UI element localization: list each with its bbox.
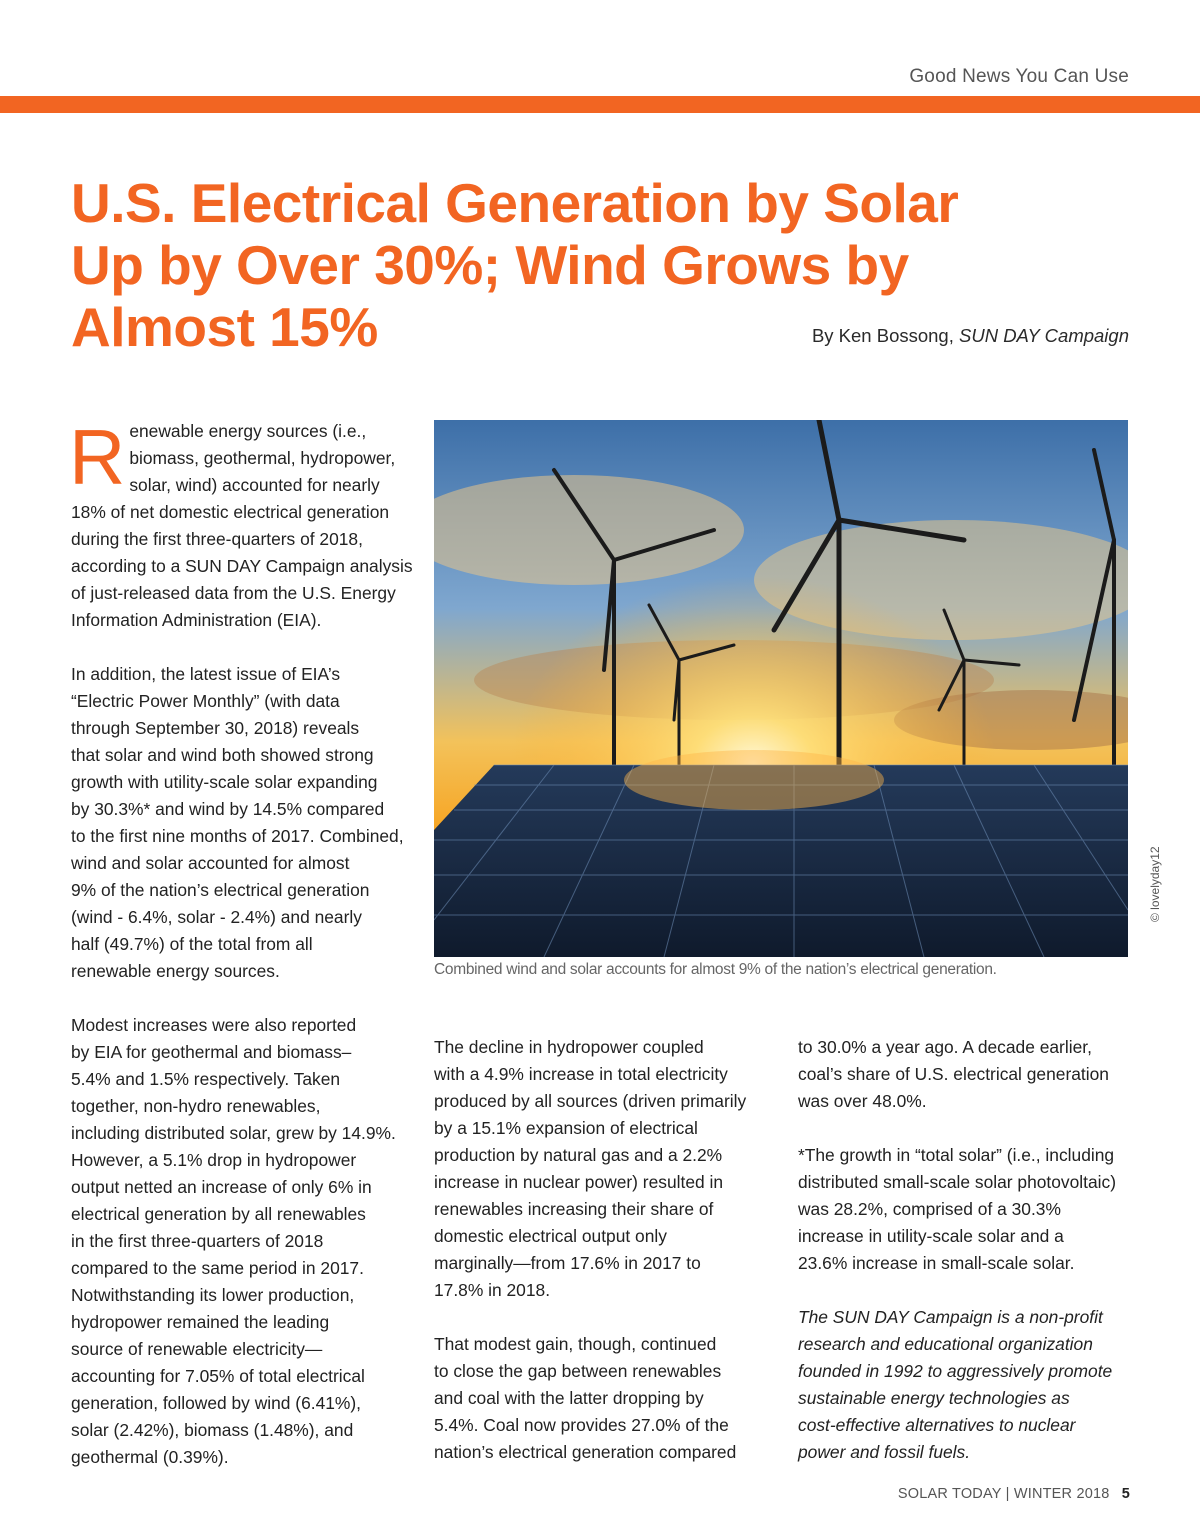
text-line: with a 4.9% increase in total electricity <box>434 1064 728 1084</box>
text-line: 9% of the nation’s electrical generation <box>71 880 370 900</box>
text-line: during the first three-quarters of 2018, <box>71 529 363 549</box>
headline-line-1: U.S. Electrical Generation by Solar <box>71 172 959 234</box>
paragraph-lines <box>434 1331 774 1466</box>
text-line: compared to the same period in 2017. <box>71 1258 364 1278</box>
paragraph-footnote <box>798 1142 1138 1277</box>
text-line: Modest increases were also reported <box>71 1015 357 1035</box>
text-line: and coal with the latter dropping by <box>434 1388 704 1408</box>
byline-org: SUN DAY Campaign <box>959 325 1129 346</box>
text-line: according to a SUN DAY Campaign analysis <box>71 556 413 576</box>
text-line: produced by all sources (driven primarily <box>434 1091 747 1111</box>
text-line: 5.4% and 1.5% respectively. Taken <box>71 1069 341 1089</box>
text-line: nation’s electrical generation compared <box>434 1442 737 1462</box>
text-line: renewables increasing their share of <box>434 1199 714 1219</box>
photo-wind-and-solar <box>434 420 1128 957</box>
page-number: 5 <box>1121 1486 1130 1502</box>
text-line: Information Administration (EIA). <box>71 610 322 630</box>
photo-caption: Combined wind and solar accounts for almost 9% of the nation’s electrical generation. <box>434 961 997 978</box>
text-line: wind and solar accounted for almost <box>71 853 350 873</box>
text-line: accounting for 7.05% of total electrical <box>71 1366 365 1386</box>
text-line: The decline in hydropower coupled <box>434 1037 704 1057</box>
footer-publication: SOLAR TODAY <box>897 1486 1002 1502</box>
footer-issue: WINTER 2018 <box>1013 1486 1110 1502</box>
text-line: solar, wind) accounted for nearly <box>129 475 380 495</box>
footer-separator: | <box>1005 1486 1010 1502</box>
text-line: *The growth in “total solar” (i.e., including <box>798 1145 1115 1165</box>
text-line: was over 48.0%. <box>798 1091 927 1111</box>
byline-author: By Ken Bossong, <box>811 325 954 346</box>
paragraph-lines <box>798 1034 1138 1115</box>
text-line: cost-effective alternatives to nuclear <box>798 1415 1076 1435</box>
text-line: biomass, geothermal, hydropower, <box>129 448 396 468</box>
text-line: increase in utility-scale solar and a <box>798 1226 1064 1246</box>
text-line: That modest gain, though, continued <box>434 1334 717 1354</box>
accent-bar <box>0 96 1200 113</box>
paragraph-lines <box>798 1142 1138 1277</box>
text-line: enewable energy sources (i.e., <box>129 421 367 441</box>
paragraph-about <box>798 1304 1138 1466</box>
text-line: electrical generation by all renewables <box>71 1204 366 1224</box>
paragraph-modest-increases <box>71 1012 411 1471</box>
text-line: renewable energy sources. <box>71 961 280 981</box>
text-line: source of renewable electricity— <box>71 1339 323 1359</box>
photo-illustration <box>434 420 1128 957</box>
text-line: power and fossil fuels. <box>798 1442 971 1462</box>
headline-line-2: Up by Over 30%; Wind Grows by <box>71 234 909 296</box>
text-line: of just-released data from the U.S. Energy <box>71 583 396 603</box>
text-line: including distributed solar, grew by 14.9%. <box>71 1123 396 1143</box>
text-line: by EIA for geothermal and biomass– <box>71 1042 352 1062</box>
text-line: 18% of net domestic electrical generation <box>71 502 390 522</box>
text-line: founded in 1992 to aggressively promote <box>798 1361 1113 1381</box>
paragraph-growth <box>71 661 411 985</box>
byline <box>812 325 1129 347</box>
text-line: In addition, the latest issue of EIA’s <box>71 664 341 684</box>
text-line: growth with utility-scale solar expanding <box>71 772 378 792</box>
text-line: geothermal (0.39%). <box>71 1447 229 1467</box>
text-line: The SUN DAY Campaign is a non-profit <box>798 1307 1103 1327</box>
text-line: through September 30, 2018) reveals <box>71 718 360 738</box>
text-line: sustainable energy technologies as <box>798 1388 1070 1408</box>
text-line: half (49.7%) of the total from all <box>71 934 313 954</box>
text-line: hydropower remained the leading <box>71 1312 330 1332</box>
text-line: “Electric Power Monthly” (with data <box>71 691 340 711</box>
paragraph-intro <box>69 413 413 634</box>
text-line: in the first three-quarters of 2018 <box>71 1231 324 1251</box>
article-column-middle <box>434 1034 774 1493</box>
text-line: to 30.0% a year ago. A decade earlier, <box>798 1037 1092 1057</box>
text-line: output netted an increase of only 6% in <box>71 1177 372 1197</box>
text-line: that solar and wind both showed strong <box>71 745 374 765</box>
paragraph-lines <box>71 661 411 985</box>
paragraph-coal-share <box>798 1034 1138 1115</box>
paragraph-coal-gap <box>434 1331 774 1466</box>
text-line: generation, followed by wind (6.41%), <box>71 1393 362 1413</box>
headline-line-3: Almost 15% <box>71 296 378 358</box>
paragraph-hydropower-decline <box>434 1034 774 1304</box>
page-footer <box>898 1486 1130 1502</box>
section-label: Good News You Can Use <box>909 66 1129 87</box>
text-line: 5.4%. Coal now provides 27.0% of the <box>434 1415 729 1435</box>
text-line: coal’s share of U.S. electrical generation <box>798 1064 1109 1084</box>
text-line: distributed small-scale solar photovoltaic) <box>798 1172 1116 1192</box>
paragraph-lines <box>434 1034 774 1304</box>
text-line: together, non-hydro renewables, <box>71 1096 321 1116</box>
text-line: was 28.2%, comprised of a 30.3% <box>798 1199 1061 1219</box>
photo-credit: © lovelyday12 <box>1148 846 1162 922</box>
text-line: by 30.3%* and wind by 14.5% compared <box>71 799 385 819</box>
text-line: 23.6% increase in small-scale solar. <box>798 1253 1075 1273</box>
text-line: to close the gap between renewables <box>434 1361 722 1381</box>
text-line: increase in nuclear power) resulted in <box>434 1172 724 1192</box>
article-column-right <box>798 1034 1138 1493</box>
text-line: Notwithstanding its lower production, <box>71 1285 355 1305</box>
text-line: to the first nine months of 2017. Combined, <box>71 826 404 846</box>
text-line: marginally—from 17.6% in 2017 to <box>434 1253 701 1273</box>
paragraph-lines <box>798 1304 1138 1466</box>
drop-cap: R <box>69 413 126 501</box>
text-line: However, a 5.1% drop in hydropower <box>71 1150 357 1170</box>
article-column-left <box>69 413 413 1498</box>
text-line: 17.8% in 2018. <box>434 1280 551 1300</box>
text-line: domestic electrical output only <box>434 1226 667 1246</box>
paragraph-lines <box>71 1012 411 1471</box>
text-line: (wind - 6.4%, solar - 2.4%) and nearly <box>71 907 362 927</box>
text-line: by a 15.1% expansion of electrical <box>434 1118 698 1138</box>
text-line: production by natural gas and a 2.2% <box>434 1145 723 1165</box>
text-line: research and educational organization <box>798 1334 1093 1354</box>
text-line: solar (2.42%), biomass (1.48%), and <box>71 1420 354 1440</box>
